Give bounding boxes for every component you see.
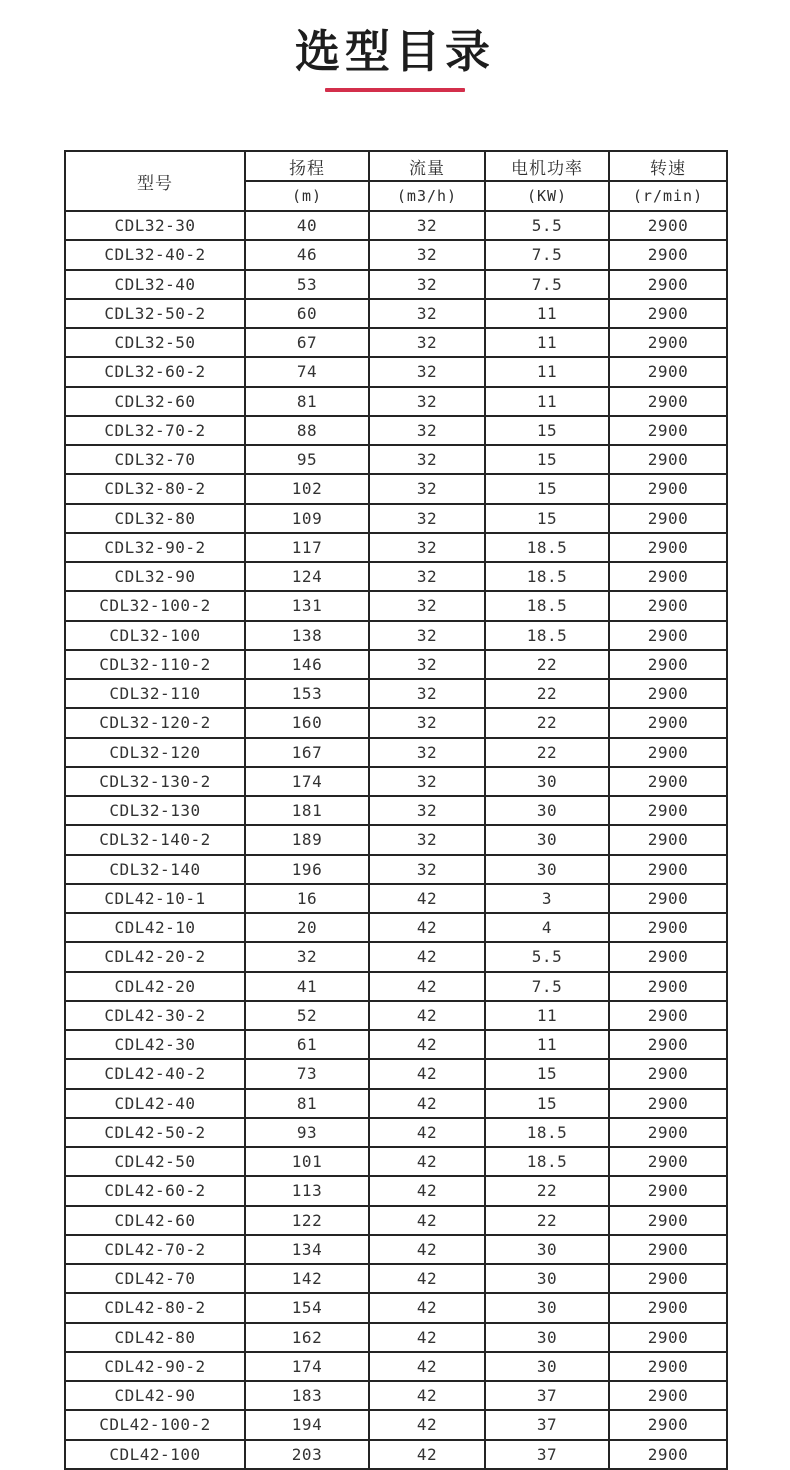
cell-flow: 32	[369, 767, 485, 796]
table-row	[65, 855, 727, 884]
col-header-model: 型号	[65, 151, 245, 211]
cell-flow: 32	[369, 679, 485, 708]
cell-speed: 2900	[609, 1118, 727, 1147]
cell-flow: 32	[369, 357, 485, 386]
col-header-flow: 流量	[369, 151, 485, 181]
cell-head: 154	[245, 1293, 369, 1322]
cell-model: CDL42-90-2	[65, 1352, 245, 1381]
cell-flow: 42	[369, 972, 485, 1001]
cell-speed: 2900	[609, 357, 727, 386]
cell-model: CDL32-40-2	[65, 240, 245, 269]
cell-power: 15	[485, 416, 609, 445]
table-row	[65, 972, 727, 1001]
table-row	[65, 1381, 727, 1410]
cell-model: CDL42-20	[65, 972, 245, 1001]
cell-power: 4	[485, 913, 609, 942]
title-divider	[325, 88, 465, 92]
cell-model: CDL42-80	[65, 1323, 245, 1352]
cell-power: 22	[485, 1176, 609, 1205]
cell-power: 15	[485, 474, 609, 503]
table-row	[65, 533, 727, 562]
cell-head: 32	[245, 942, 369, 971]
cell-power: 7.5	[485, 240, 609, 269]
table-row	[65, 738, 727, 767]
table-row	[65, 621, 727, 650]
cell-flow: 42	[369, 1235, 485, 1264]
cell-speed: 2900	[609, 1323, 727, 1352]
cell-power: 30	[485, 1293, 609, 1322]
cell-speed: 2900	[609, 913, 727, 942]
cell-head: 153	[245, 679, 369, 708]
cell-power: 30	[485, 767, 609, 796]
table-row	[65, 1235, 727, 1264]
col-unit-head: (m)	[245, 181, 369, 211]
cell-flow: 42	[369, 1089, 485, 1118]
cell-head: 122	[245, 1206, 369, 1235]
cell-flow: 42	[369, 1030, 485, 1059]
cell-speed: 2900	[609, 1264, 727, 1293]
cell-head: 194	[245, 1410, 369, 1439]
cell-power: 37	[485, 1440, 609, 1469]
table-row	[65, 1352, 727, 1381]
cell-speed: 2900	[609, 474, 727, 503]
cell-flow: 32	[369, 796, 485, 825]
cell-head: 196	[245, 855, 369, 884]
cell-head: 117	[245, 533, 369, 562]
cell-power: 11	[485, 387, 609, 416]
cell-model: CDL32-80-2	[65, 474, 245, 503]
cell-flow: 42	[369, 1352, 485, 1381]
cell-flow: 42	[369, 1147, 485, 1176]
cell-model: CDL42-60-2	[65, 1176, 245, 1205]
cell-model: CDL32-80	[65, 504, 245, 533]
cell-model: CDL42-40	[65, 1089, 245, 1118]
cell-flow: 32	[369, 591, 485, 620]
cell-model: CDL32-130	[65, 796, 245, 825]
col-header-speed: 转速	[609, 151, 727, 181]
cell-model: CDL42-100-2	[65, 1410, 245, 1439]
cell-speed: 2900	[609, 1176, 727, 1205]
cell-flow: 42	[369, 1001, 485, 1030]
cell-speed: 2900	[609, 1059, 727, 1088]
cell-flow: 42	[369, 1410, 485, 1439]
cell-power: 7.5	[485, 270, 609, 299]
cell-head: 101	[245, 1147, 369, 1176]
col-unit-flow: (m3/h)	[369, 181, 485, 211]
cell-head: 181	[245, 796, 369, 825]
table-row	[65, 270, 727, 299]
page-header	[0, 0, 790, 92]
cell-head: 20	[245, 913, 369, 942]
table-row	[65, 474, 727, 503]
cell-flow: 42	[369, 1293, 485, 1322]
cell-speed: 2900	[609, 1206, 727, 1235]
cell-power: 15	[485, 1089, 609, 1118]
cell-speed: 2900	[609, 1352, 727, 1381]
cell-head: 73	[245, 1059, 369, 1088]
table-row	[65, 562, 727, 591]
table-row	[65, 591, 727, 620]
cell-power: 15	[485, 445, 609, 474]
cell-head: 189	[245, 825, 369, 854]
cell-flow: 42	[369, 1059, 485, 1088]
cell-power: 30	[485, 1323, 609, 1352]
table-row	[65, 884, 727, 913]
cell-speed: 2900	[609, 942, 727, 971]
cell-power: 30	[485, 825, 609, 854]
cell-flow: 32	[369, 270, 485, 299]
col-header-head: 扬程	[245, 151, 369, 181]
cell-power: 22	[485, 1206, 609, 1235]
cell-head: 81	[245, 1089, 369, 1118]
cell-power: 22	[485, 679, 609, 708]
table-row	[65, 679, 727, 708]
cell-head: 138	[245, 621, 369, 650]
cell-flow: 42	[369, 1118, 485, 1147]
cell-head: 183	[245, 1381, 369, 1410]
cell-speed: 2900	[609, 1001, 727, 1030]
cell-head: 162	[245, 1323, 369, 1352]
cell-model: CDL42-50-2	[65, 1118, 245, 1147]
cell-power: 22	[485, 650, 609, 679]
cell-flow: 32	[369, 621, 485, 650]
cell-flow: 32	[369, 855, 485, 884]
cell-power: 5.5	[485, 211, 609, 240]
cell-head: 124	[245, 562, 369, 591]
cell-head: 16	[245, 884, 369, 913]
cell-model: CDL32-90	[65, 562, 245, 591]
cell-flow: 32	[369, 474, 485, 503]
cell-power: 7.5	[485, 972, 609, 1001]
table-row	[65, 240, 727, 269]
cell-model: CDL32-50-2	[65, 299, 245, 328]
col-unit-power: (KW)	[485, 181, 609, 211]
cell-flow: 32	[369, 416, 485, 445]
cell-power: 30	[485, 1235, 609, 1264]
cell-speed: 2900	[609, 211, 727, 240]
cell-speed: 2900	[609, 650, 727, 679]
cell-speed: 2900	[609, 533, 727, 562]
cell-speed: 2900	[609, 240, 727, 269]
table-row	[65, 708, 727, 737]
cell-speed: 2900	[609, 1410, 727, 1439]
cell-speed: 2900	[609, 1235, 727, 1264]
cell-head: 102	[245, 474, 369, 503]
cell-flow: 42	[369, 913, 485, 942]
cell-power: 30	[485, 1352, 609, 1381]
cell-power: 18.5	[485, 621, 609, 650]
cell-model: CDL32-70-2	[65, 416, 245, 445]
table-row	[65, 1118, 727, 1147]
cell-speed: 2900	[609, 1440, 727, 1469]
cell-flow: 32	[369, 211, 485, 240]
cell-model: CDL32-110-2	[65, 650, 245, 679]
cell-model: CDL42-80-2	[65, 1293, 245, 1322]
cell-power: 11	[485, 328, 609, 357]
cell-model: CDL42-50	[65, 1147, 245, 1176]
cell-flow: 42	[369, 1176, 485, 1205]
cell-model: CDL32-140	[65, 855, 245, 884]
cell-head: 95	[245, 445, 369, 474]
cell-model: CDL32-70	[65, 445, 245, 474]
selection-catalog-table	[64, 150, 728, 1470]
cell-model: CDL32-60	[65, 387, 245, 416]
cell-head: 52	[245, 1001, 369, 1030]
cell-speed: 2900	[609, 504, 727, 533]
cell-head: 60	[245, 299, 369, 328]
cell-head: 40	[245, 211, 369, 240]
cell-head: 160	[245, 708, 369, 737]
cell-speed: 2900	[609, 1381, 727, 1410]
table-row	[65, 1030, 727, 1059]
table-header	[65, 151, 727, 211]
table-row	[65, 1206, 727, 1235]
cell-model: CDL42-90	[65, 1381, 245, 1410]
col-header-power: 电机功率	[485, 151, 609, 181]
cell-head: 67	[245, 328, 369, 357]
cell-model: CDL32-130-2	[65, 767, 245, 796]
cell-model: CDL32-40	[65, 270, 245, 299]
cell-flow: 32	[369, 387, 485, 416]
table-row	[65, 387, 727, 416]
table-row	[65, 913, 727, 942]
cell-flow: 32	[369, 650, 485, 679]
cell-flow: 32	[369, 504, 485, 533]
cell-head: 174	[245, 1352, 369, 1381]
cell-speed: 2900	[609, 855, 727, 884]
cell-speed: 2900	[609, 884, 727, 913]
cell-speed: 2900	[609, 591, 727, 620]
cell-head: 93	[245, 1118, 369, 1147]
table-row	[65, 504, 727, 533]
cell-power: 30	[485, 1264, 609, 1293]
cell-flow: 32	[369, 240, 485, 269]
table-body	[65, 211, 727, 1469]
cell-head: 88	[245, 416, 369, 445]
cell-head: 109	[245, 504, 369, 533]
cell-power: 11	[485, 299, 609, 328]
cell-flow: 32	[369, 328, 485, 357]
cell-model: CDL32-120	[65, 738, 245, 767]
cell-model: CDL42-100	[65, 1440, 245, 1469]
table-row	[65, 445, 727, 474]
cell-speed: 2900	[609, 708, 727, 737]
table-row	[65, 1410, 727, 1439]
table-row	[65, 1323, 727, 1352]
cell-power: 22	[485, 738, 609, 767]
cell-model: CDL42-10-1	[65, 884, 245, 913]
cell-power: 37	[485, 1381, 609, 1410]
cell-power: 18.5	[485, 1118, 609, 1147]
cell-flow: 32	[369, 533, 485, 562]
cell-power: 5.5	[485, 942, 609, 971]
table-row	[65, 796, 727, 825]
cell-flow: 42	[369, 1381, 485, 1410]
cell-flow: 32	[369, 825, 485, 854]
cell-speed: 2900	[609, 445, 727, 474]
cell-power: 3	[485, 884, 609, 913]
cell-head: 113	[245, 1176, 369, 1205]
table-row	[65, 1293, 727, 1322]
cell-power: 30	[485, 855, 609, 884]
cell-model: CDL32-90-2	[65, 533, 245, 562]
table-row	[65, 328, 727, 357]
cell-power: 18.5	[485, 591, 609, 620]
cell-model: CDL32-110	[65, 679, 245, 708]
cell-head: 134	[245, 1235, 369, 1264]
cell-head: 146	[245, 650, 369, 679]
cell-speed: 2900	[609, 767, 727, 796]
cell-head: 142	[245, 1264, 369, 1293]
table-row	[65, 1147, 727, 1176]
cell-speed: 2900	[609, 270, 727, 299]
table-row	[65, 416, 727, 445]
table-row	[65, 1264, 727, 1293]
table-row	[65, 1089, 727, 1118]
cell-speed: 2900	[609, 621, 727, 650]
cell-model: CDL42-70-2	[65, 1235, 245, 1264]
cell-power: 11	[485, 357, 609, 386]
cell-flow: 42	[369, 942, 485, 971]
cell-head: 61	[245, 1030, 369, 1059]
cell-speed: 2900	[609, 972, 727, 1001]
cell-speed: 2900	[609, 299, 727, 328]
cell-power: 18.5	[485, 1147, 609, 1176]
cell-flow: 42	[369, 1206, 485, 1235]
cell-head: 81	[245, 387, 369, 416]
cell-speed: 2900	[609, 1089, 727, 1118]
cell-model: CDL32-50	[65, 328, 245, 357]
col-unit-speed: (r/min)	[609, 181, 727, 211]
cell-model: CDL42-40-2	[65, 1059, 245, 1088]
cell-power: 11	[485, 1001, 609, 1030]
cell-model: CDL32-120-2	[65, 708, 245, 737]
cell-speed: 2900	[609, 416, 727, 445]
table-row	[65, 299, 727, 328]
cell-flow: 32	[369, 445, 485, 474]
table-row	[65, 825, 727, 854]
table-row	[65, 1440, 727, 1469]
cell-power: 15	[485, 504, 609, 533]
page-title: 选型目录	[294, 25, 495, 78]
cell-model: CDL42-10	[65, 913, 245, 942]
cell-model: CDL32-100-2	[65, 591, 245, 620]
cell-head: 53	[245, 270, 369, 299]
cell-flow: 42	[369, 1440, 485, 1469]
cell-power: 22	[485, 708, 609, 737]
cell-flow: 32	[369, 299, 485, 328]
table-row	[65, 942, 727, 971]
cell-flow: 32	[369, 708, 485, 737]
cell-model: CDL42-30-2	[65, 1001, 245, 1030]
cell-power: 18.5	[485, 562, 609, 591]
cell-speed: 2900	[609, 387, 727, 416]
table-row	[65, 650, 727, 679]
cell-model: CDL42-60	[65, 1206, 245, 1235]
cell-speed: 2900	[609, 796, 727, 825]
table-row	[65, 211, 727, 240]
cell-model: CDL42-20-2	[65, 942, 245, 971]
cell-head: 203	[245, 1440, 369, 1469]
cell-power: 18.5	[485, 533, 609, 562]
cell-model: CDL32-100	[65, 621, 245, 650]
table-row	[65, 1176, 727, 1205]
table-row	[65, 1059, 727, 1088]
cell-head: 41	[245, 972, 369, 1001]
cell-speed: 2900	[609, 562, 727, 591]
cell-speed: 2900	[609, 328, 727, 357]
cell-speed: 2900	[609, 738, 727, 767]
cell-power: 11	[485, 1030, 609, 1059]
cell-speed: 2900	[609, 1147, 727, 1176]
cell-head: 174	[245, 767, 369, 796]
cell-power: 30	[485, 796, 609, 825]
cell-flow: 42	[369, 1264, 485, 1293]
cell-head: 131	[245, 591, 369, 620]
cell-power: 37	[485, 1410, 609, 1439]
cell-model: CDL32-30	[65, 211, 245, 240]
cell-head: 46	[245, 240, 369, 269]
cell-head: 167	[245, 738, 369, 767]
table-row	[65, 1001, 727, 1030]
cell-head: 74	[245, 357, 369, 386]
cell-model: CDL32-60-2	[65, 357, 245, 386]
table-row	[65, 357, 727, 386]
cell-speed: 2900	[609, 1293, 727, 1322]
cell-speed: 2900	[609, 1030, 727, 1059]
cell-model: CDL42-70	[65, 1264, 245, 1293]
cell-power: 15	[485, 1059, 609, 1088]
cell-speed: 2900	[609, 679, 727, 708]
cell-flow: 32	[369, 562, 485, 591]
cell-flow: 42	[369, 884, 485, 913]
table-row	[65, 767, 727, 796]
cell-flow: 42	[369, 1323, 485, 1352]
header-row-names	[65, 151, 727, 181]
cell-model: CDL42-30	[65, 1030, 245, 1059]
cell-speed: 2900	[609, 825, 727, 854]
cell-flow: 32	[369, 738, 485, 767]
cell-model: CDL32-140-2	[65, 825, 245, 854]
